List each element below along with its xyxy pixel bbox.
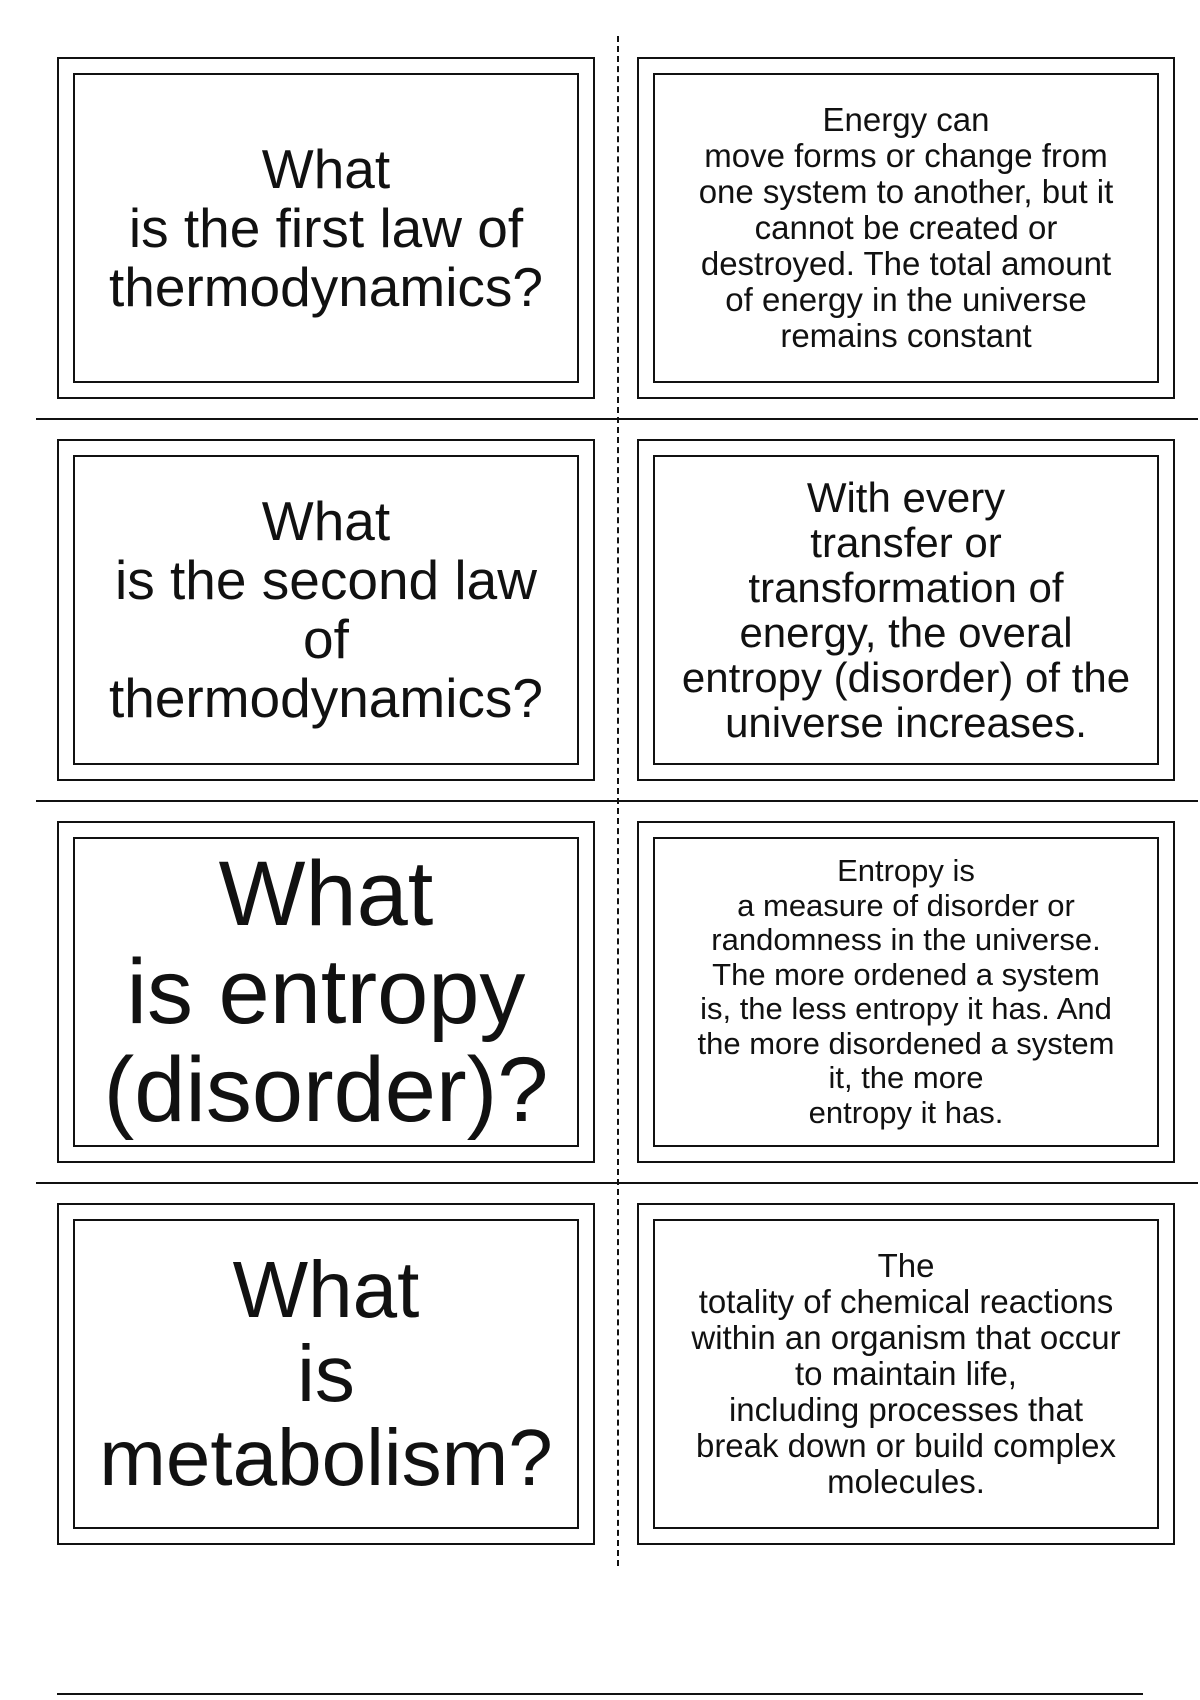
- question-text: What is entropy (disorder)?: [103, 843, 549, 1141]
- answer-text: Entropy is a measure of disorder or randomness in the universe. The more ordened a system is, the less entropy it has. And the more disordened a system it, the more entropy it has.: [697, 853, 1115, 1130]
- question-text: What is the first law of thermodynamics?: [108, 137, 544, 318]
- card-inner-frame: [73, 837, 579, 1147]
- flashcard-question-4: [57, 1203, 595, 1545]
- flashcard-answer-1: [637, 57, 1175, 399]
- horizontal-cut-line: [36, 800, 1198, 802]
- card-inner-frame: [73, 455, 579, 765]
- horizontal-cut-line: [36, 418, 1198, 420]
- flashcard-question-1: [57, 57, 595, 399]
- card-inner-frame: [653, 73, 1159, 383]
- card-inner-frame: [73, 73, 579, 383]
- flashcard-answer-3: [637, 821, 1175, 1163]
- card-inner-frame: [73, 1219, 579, 1529]
- question-text: What is the second law of thermodynamics?: [108, 490, 544, 729]
- card-inner-frame: [653, 837, 1159, 1147]
- answer-text: Energy can move forms or change from one system to another, but it cannot be created or destroyed. The total amount of energy in the universe remains constant: [698, 101, 1114, 354]
- answer-text: With every transfer or transformation of energy, the overal entropy (disorder) of the universe increases.: [681, 474, 1131, 746]
- card-inner-frame: [653, 455, 1159, 765]
- flashcard-question-3: [57, 821, 595, 1163]
- card-inner-frame: [653, 1219, 1159, 1529]
- footer-rule: [57, 1693, 1143, 1695]
- flashcard-question-2: [57, 439, 595, 781]
- question-text: What is metabolism?: [99, 1245, 553, 1502]
- horizontal-cut-line: [36, 1182, 1198, 1184]
- flashcard-answer-2: [637, 439, 1175, 781]
- flashcard-answer-4: [637, 1203, 1175, 1545]
- answer-text: The totality of chemical reactions within an organism that occur to maintain life, including processes that break down or build complex molecules.: [691, 1247, 1121, 1500]
